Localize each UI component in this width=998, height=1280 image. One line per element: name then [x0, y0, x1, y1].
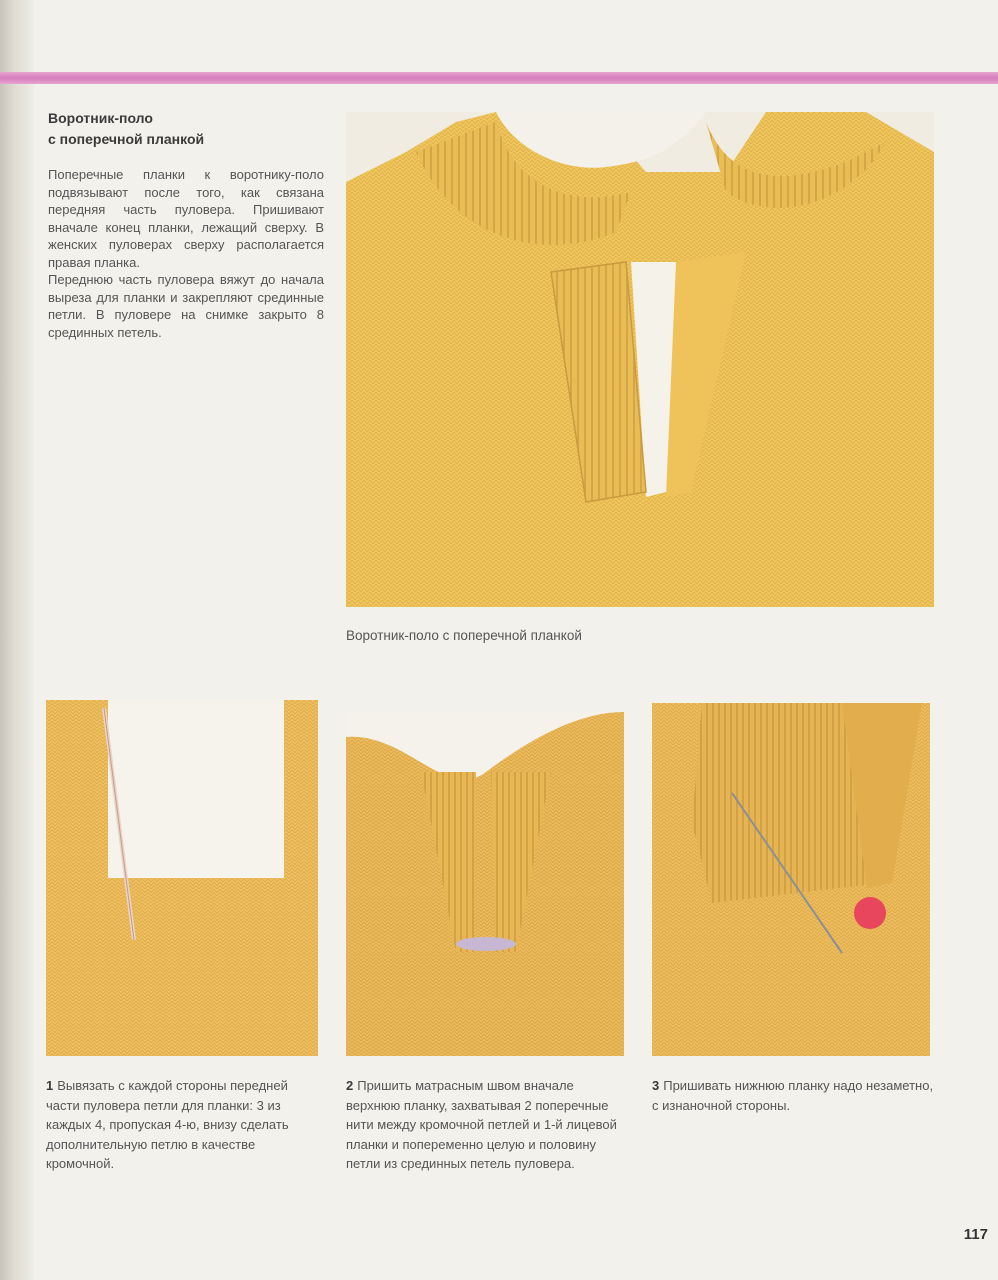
step-2-caption: [346, 1076, 624, 1174]
step-3-photo: [652, 703, 930, 1056]
step-1-text: Вывязать с каждой стороны передней части пуловера петли для планки: 3 из каждых 4, пропуская 4-ю, внизу сделать дополнительную петлю в качестве кромочной.: [46, 1078, 289, 1171]
step-2-text: Пришить матрасным швом вначале верхнюю планку, захватывая 2 поперечные нити между кромочной петлей и 1-й лицевой планки и попеременно целую и половину петли из срединных петель пуловера.: [346, 1078, 617, 1171]
main-photo-polo-collar: [346, 112, 934, 607]
step-1-number: 1: [46, 1078, 54, 1093]
intro-paragraph-1: Поперечные планки к воротнику-поло подвязывают после того, как связана передняя часть пуловера. Пришивают вначале конец планки, лежащий сверху. В женских пуловерах сверху располагается правая планка.: [48, 167, 324, 270]
page-number: 117: [963, 1226, 988, 1243]
book-gutter-shadow: [0, 0, 34, 1280]
step-3-caption: [652, 1076, 934, 1115]
main-photo-caption: Воротник-поло с поперечной планкой: [346, 628, 582, 643]
step-2-photo: [346, 712, 624, 1056]
step-1-caption: [46, 1076, 318, 1174]
heading-line-2: с поперечной планкой: [48, 131, 205, 147]
intro-paragraph-2: Переднюю часть пуловера вяжут до начала выреза для планки и закрепляют срединные петли. В пуловере на снимке закрыто 8 срединных петель.: [48, 272, 324, 340]
header-rule: [0, 72, 998, 84]
intro-text: [48, 166, 324, 341]
step-3-number: 3: [652, 1078, 660, 1093]
step-2-number: 2: [346, 1078, 354, 1093]
section-heading: [48, 108, 338, 150]
step-1-photo: [46, 700, 318, 1056]
step-3-text: Пришивать нижнюю планку надо незаметно, с изнаночной стороны.: [652, 1078, 934, 1113]
heading-line-1: Воротник-поло: [48, 110, 153, 126]
